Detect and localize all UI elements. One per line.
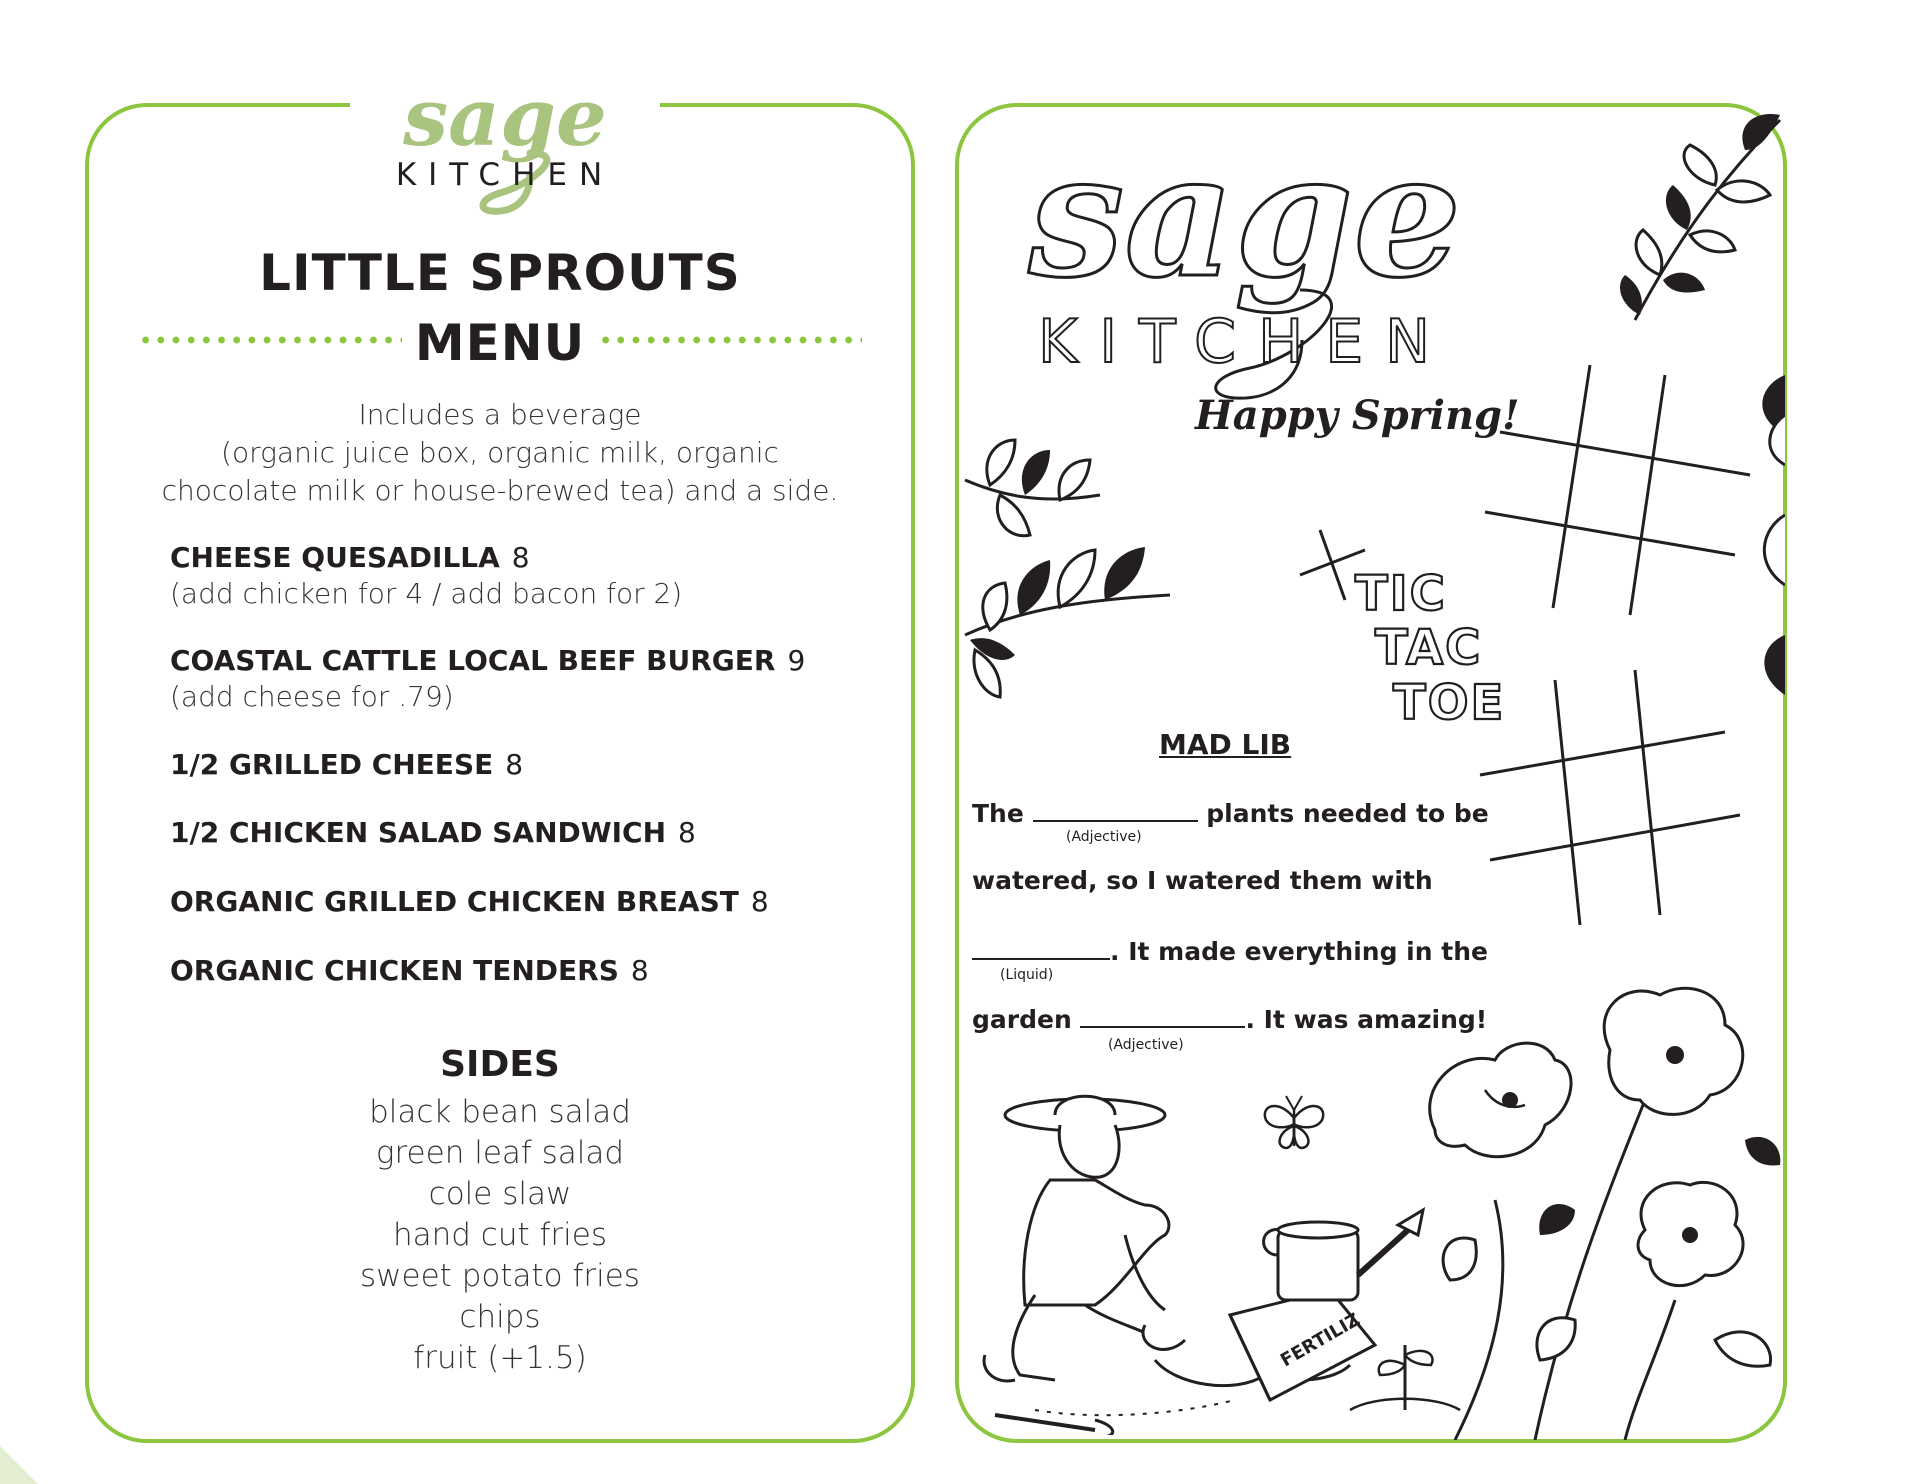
item-name: ORGANIC GRILLED CHICKEN BREAST <box>170 885 739 918</box>
madlib-line-3 <box>972 934 1488 966</box>
menu-item <box>170 747 523 783</box>
item-name: CHEESE QUESADILLA <box>170 541 500 574</box>
corner-decoration <box>0 1446 38 1484</box>
item-name: 1/2 CHICKEN SALAD SANDWICH <box>170 816 667 849</box>
madlib-heading: MAD LIB <box>1159 728 1292 761</box>
item-note: (add cheese for .79) <box>170 680 454 713</box>
leaf-sprig-illustration <box>960 435 1190 705</box>
logo-word: sage <box>403 75 607 164</box>
menu-title: LITTLE SPROUTS <box>259 244 741 302</box>
side-item: black bean salad <box>369 1094 631 1130</box>
side-item: fruit (+1.5) <box>413 1340 587 1376</box>
outline-logo-word: sage <box>1028 140 1462 316</box>
liquid-blank[interactable] <box>972 934 1110 960</box>
item-name: COASTAL CATTLE LOCAL BEEF BURGER <box>170 644 776 677</box>
dotted-divider-right <box>598 336 862 344</box>
madlib-text: garden <box>972 1005 1072 1034</box>
adjective-blank[interactable] <box>1033 796 1198 822</box>
item-price: 8 <box>678 816 696 849</box>
tic-tac-toe-grid-bottom[interactable] <box>1475 665 1765 935</box>
item-price: 9 <box>787 644 806 677</box>
watering-can-illustration <box>1258 1205 1428 1315</box>
happy-spring-greeting: Happy Spring! <box>1195 392 1520 439</box>
sage-kitchen-logo <box>380 75 630 225</box>
menu-item <box>170 643 805 715</box>
side-item: hand cut fries <box>392 1217 608 1253</box>
tac-word: TAC <box>1375 620 1483 676</box>
tic-word: TIC <box>1355 566 1447 622</box>
leaf-branch-illustration <box>1595 105 1785 335</box>
sage-kitchen-outline-logo <box>1010 140 1480 420</box>
madlib-line-2: watered, so I watered them with <box>972 866 1433 895</box>
adjective-blank[interactable] <box>1080 1002 1245 1028</box>
item-price: 8 <box>505 748 524 781</box>
side-item: cole slaw <box>428 1176 572 1212</box>
fertilizer-bag-label: FERTILIZ <box>1277 1309 1364 1372</box>
tic-tac-toe-grid-top[interactable] <box>1480 360 1780 620</box>
beverage-note-line: chocolate milk or house-brewed tea) and a side. <box>161 474 839 507</box>
madlib-text: . It was amazing! <box>1245 1005 1488 1034</box>
madlib-line-1 <box>972 796 1489 828</box>
sides-list <box>85 1092 915 1379</box>
beverage-note <box>115 396 885 510</box>
item-price: 8 <box>750 885 769 918</box>
item-name: 1/2 GRILLED CHEESE <box>170 748 494 781</box>
madlib-text: plants needed to be <box>1206 799 1489 828</box>
adjective-hint: (Adjective) <box>1108 1037 1184 1053</box>
poppy-flowers-illustration <box>1415 980 1785 1440</box>
beverage-note-line: Includes a beverage <box>358 398 642 431</box>
menu-item <box>170 815 696 851</box>
menu-item <box>170 884 769 920</box>
item-price: 8 <box>630 954 649 987</box>
item-note: (add chicken for 4 / add bacon for 2) <box>170 577 683 610</box>
menu-title-menu: MENU <box>414 314 586 372</box>
outline-logo-sub: KITCHEN <box>1038 307 1452 377</box>
toe-word: TOE <box>1393 675 1506 731</box>
side-item: sweet potato fries <box>360 1258 640 1294</box>
menu-item <box>170 953 649 989</box>
liquid-hint: (Liquid) <box>1000 967 1054 983</box>
sides-heading: SIDES <box>440 1044 560 1085</box>
side-item: green leaf salad <box>375 1135 625 1171</box>
madlib-text: The <box>972 799 1024 828</box>
menu-item <box>170 540 682 612</box>
logo-sub: KITCHEN <box>395 157 615 193</box>
madlib-text: . It made everything in the <box>1110 937 1488 966</box>
item-name: ORGANIC CHICKEN TENDERS <box>170 954 619 987</box>
beverage-note-line: (organic juice box, organic milk, organic <box>221 436 779 469</box>
item-price: 8 <box>511 541 530 574</box>
side-item: chips <box>459 1299 541 1335</box>
adjective-hint: (Adjective) <box>1066 829 1142 845</box>
madlib-line-4 <box>972 1002 1487 1034</box>
